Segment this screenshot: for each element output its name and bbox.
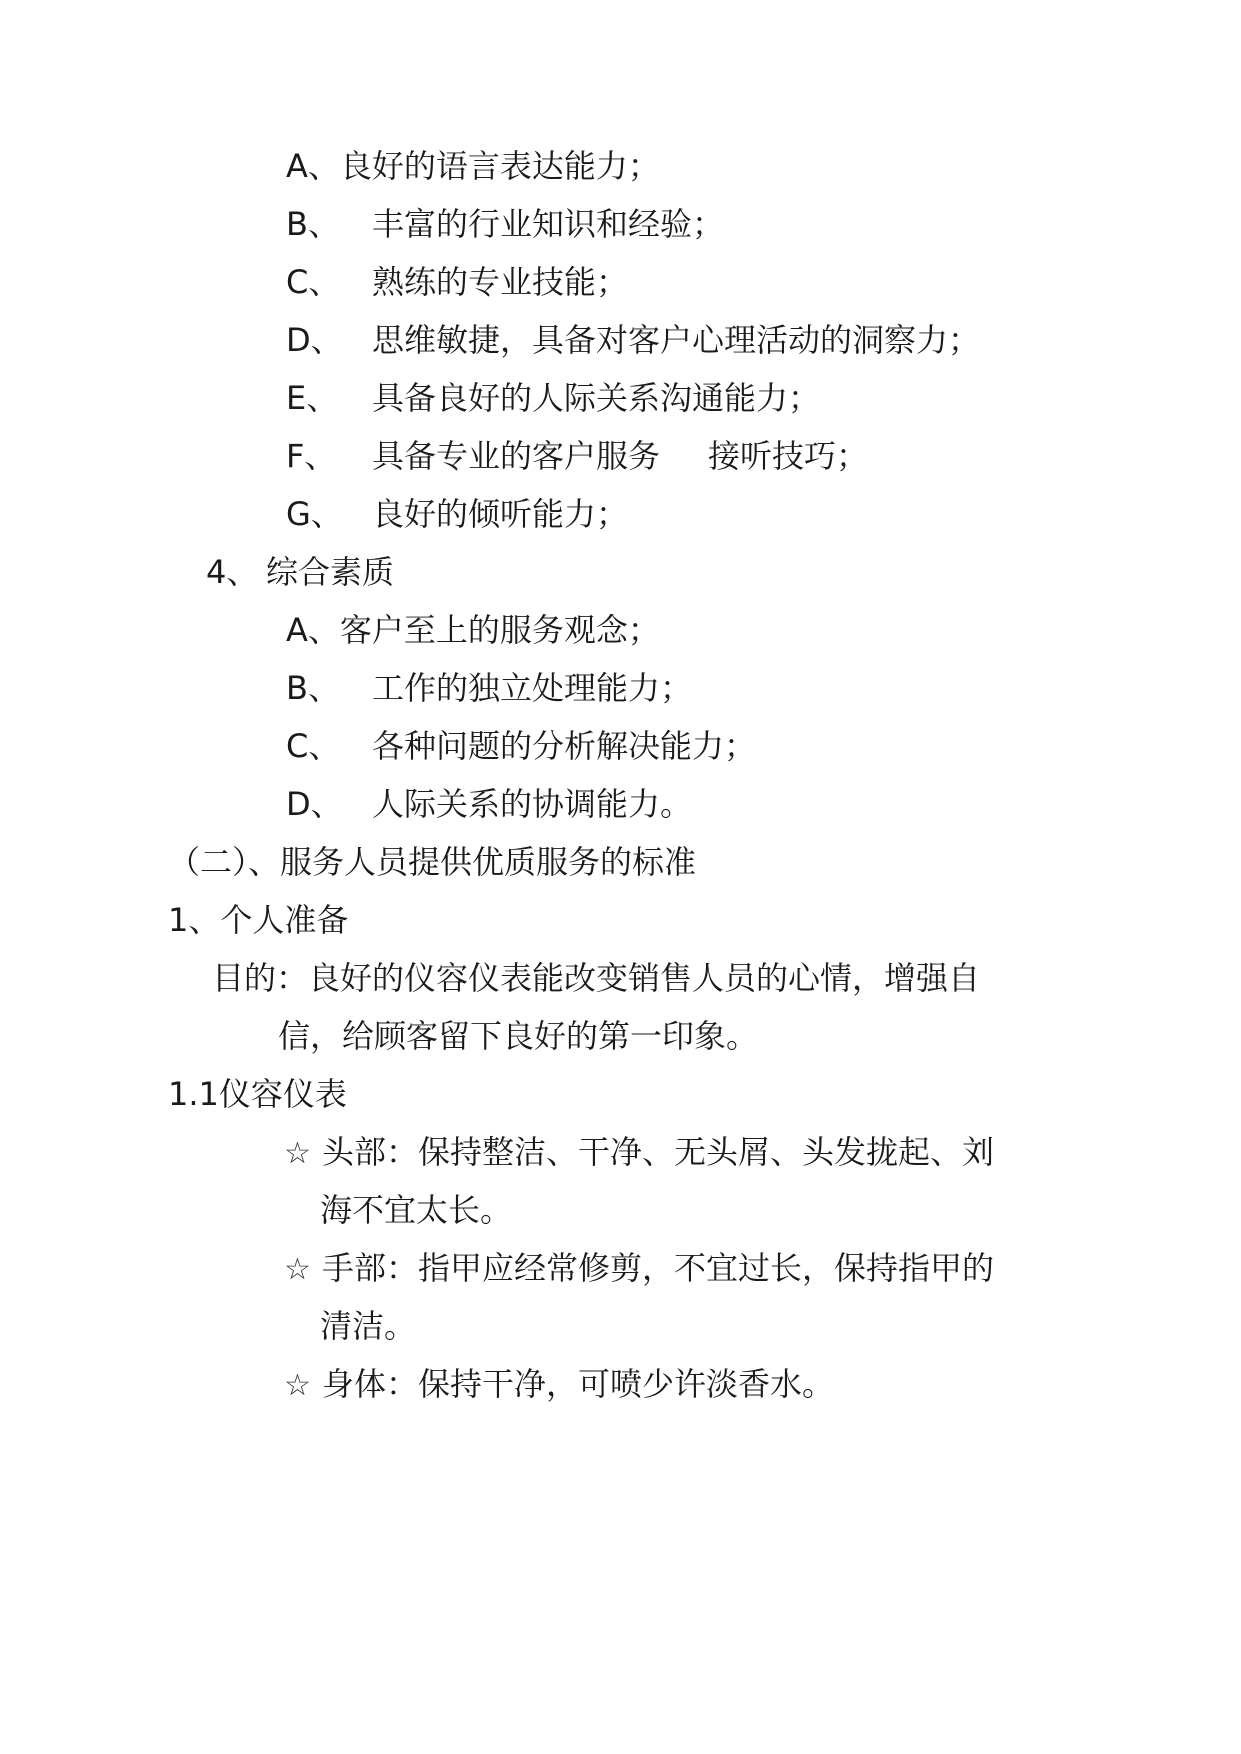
skill-item-e: [286, 378, 820, 418]
bullet-continuation: 海不宜太长。: [320, 1191, 513, 1229]
list-text: 丰富的行业知识和经验；: [372, 205, 725, 243]
purpose-line-1: 目的：良好的仪容仪表能改变销售人员的心情，增强自: [212, 959, 981, 997]
purpose-line-2: 信，给顾客留下良好的第一印象。: [278, 1017, 759, 1055]
bullet-continuation: 清洁。: [320, 1307, 417, 1345]
skill-item-c: [286, 262, 628, 302]
section-heading: [206, 552, 394, 592]
star-icon: ☆: [284, 1252, 311, 1287]
subsection-heading: 1.1仪容仪表: [168, 1075, 347, 1113]
list-text: 具备良好的人际关系沟通能力；: [372, 379, 821, 417]
skill-item-f: [286, 436, 868, 476]
quality-item-d: [286, 784, 692, 824]
quality-item-c: [286, 726, 756, 766]
bullet-body: [284, 1364, 834, 1406]
list-marker: D、: [286, 785, 343, 823]
list-marker: C、: [286, 263, 341, 301]
list-text: 人际关系的协调能力。: [372, 785, 693, 823]
list-text: 具备专业的客户服务: [372, 437, 661, 475]
list-text: 良好的语言表达能力；: [339, 147, 660, 185]
bullet-text: 手部：指甲应经常修剪，不宜过长，保持指甲的: [322, 1249, 995, 1287]
list-marker: D、: [286, 321, 343, 359]
section-title: 综合素质: [266, 553, 395, 591]
part-heading: （二）、服务人员提供优质服务的标准: [168, 843, 697, 881]
list-marker: A、: [286, 147, 340, 185]
bullet-head: [284, 1132, 994, 1174]
skill-item-g: [286, 494, 628, 534]
bullet-text: 头部：保持整洁、干净、无头屑、头发拢起、刘: [322, 1133, 995, 1171]
section-number: 4、: [206, 553, 259, 591]
quality-item-b: [286, 668, 692, 708]
list-text: 客户至上的服务观念；: [339, 611, 660, 649]
list-text: 思维敏捷，具备对客户心理活动的洞察力；: [372, 321, 981, 359]
list-text: 接听技巧；: [708, 437, 869, 475]
list-marker: G、: [286, 495, 343, 533]
list-text: 良好的倾听能力；: [372, 495, 629, 533]
list-marker: B、: [286, 669, 340, 707]
list-text: 工作的独立处理能力；: [372, 669, 693, 707]
list-marker: F、: [286, 437, 337, 475]
quality-item-a: [286, 610, 660, 650]
list-marker: C、: [286, 727, 341, 765]
star-icon: ☆: [284, 1136, 311, 1171]
skill-item-b: [286, 204, 724, 244]
list-marker: B、: [286, 205, 340, 243]
star-icon: ☆: [284, 1368, 311, 1403]
subsection-heading: 1、个人准备: [168, 901, 349, 939]
list-marker: A、: [286, 611, 340, 649]
bullet-text: 身体：保持干净，可喷少许淡香水。: [322, 1365, 835, 1403]
bullet-hands: [284, 1248, 994, 1290]
skill-item-d: [286, 320, 980, 360]
skill-item-a: [286, 146, 660, 186]
list-text: 各种问题的分析解决能力；: [372, 727, 757, 765]
list-marker: E、: [286, 379, 339, 417]
list-text: 熟练的专业技能；: [372, 263, 629, 301]
